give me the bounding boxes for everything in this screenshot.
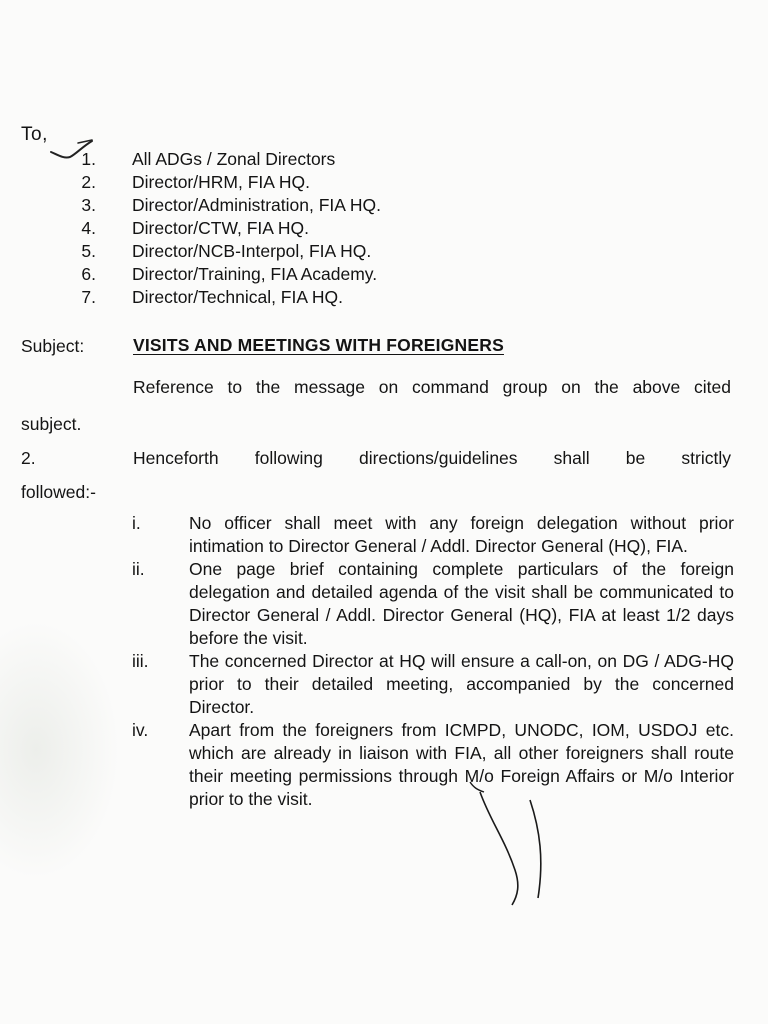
recipient-text: Director/Training, FIA Academy. bbox=[132, 264, 378, 284]
direction-item bbox=[128, 719, 734, 811]
recipient-number: 5. bbox=[81, 241, 96, 261]
recipient-text: Director/Administration, FIA HQ. bbox=[132, 195, 381, 215]
direction-text: One page brief containing complete particulars of the foreign delegation and detailed agenda of the visit shall be communicated to Director General / Addl. Director General (HQ), FIA at least 1/2 days before the visit. bbox=[189, 559, 734, 648]
subject-title: VISITS AND MEETINGS WITH FOREIGNERS bbox=[133, 335, 504, 355]
direction-number: i. bbox=[132, 513, 141, 533]
recipient-item bbox=[60, 194, 540, 217]
paragraph-1-line-2: subject. bbox=[21, 414, 82, 434]
handwritten-annotation-mark bbox=[460, 780, 570, 910]
paragraph-2-number: 2. bbox=[21, 448, 36, 468]
salutation: To, bbox=[21, 124, 48, 145]
direction-text: Apart from the foreigners from ICMPD, UNODC, IOM, USDOJ etc. which are already in liaison with FIA, all other foreigners shall route their meeting permissions through M/o Foreign Affairs or M/o Interior prior to the visit. bbox=[189, 720, 734, 809]
directions-list bbox=[128, 512, 734, 811]
paper-smudge bbox=[0, 620, 120, 880]
recipient-number: 7. bbox=[81, 287, 96, 307]
direction-item bbox=[128, 512, 734, 558]
direction-item bbox=[128, 558, 734, 650]
recipient-list bbox=[60, 148, 540, 309]
paragraph-2-line-2: followed:- bbox=[21, 482, 96, 502]
recipient-text: Director/HRM, FIA HQ. bbox=[132, 172, 310, 192]
direction-text: No officer shall meet with any foreign delegation without prior intimation to Director General / Addl. Director General (HQ), FIA. bbox=[189, 513, 734, 556]
direction-number: iv. bbox=[132, 720, 149, 740]
paragraph-1-line-1: Reference to the message on command group on the above cited bbox=[133, 377, 731, 397]
recipient-text: All ADGs / Zonal Directors bbox=[132, 149, 336, 169]
recipient-number: 4. bbox=[81, 218, 96, 238]
recipient-text: Director/Technical, FIA HQ. bbox=[132, 287, 344, 307]
recipient-text: Director/NCB-Interpol, FIA HQ. bbox=[132, 241, 372, 261]
recipient-item bbox=[60, 217, 540, 240]
direction-text: The concerned Director at HQ will ensure a call-on, on DG / ADG-HQ prior to their detailed meeting, accompanied by the concerned Director. bbox=[189, 651, 734, 717]
recipient-item bbox=[60, 240, 540, 263]
recipient-text: Director/CTW, FIA HQ. bbox=[132, 218, 309, 238]
recipient-number: 3. bbox=[81, 195, 96, 215]
direction-item bbox=[128, 650, 734, 719]
subject-label: Subject: bbox=[21, 336, 85, 356]
direction-number: iii. bbox=[132, 651, 149, 671]
recipient-item bbox=[60, 263, 540, 286]
direction-number: ii. bbox=[132, 559, 145, 579]
recipient-number: 6. bbox=[81, 264, 96, 284]
paragraph-2-line-1: Henceforth following directions/guidelines shall be strictly bbox=[133, 448, 731, 468]
recipient-number: 2. bbox=[81, 172, 96, 192]
recipient-item bbox=[60, 148, 540, 171]
recipient-number: 1. bbox=[81, 149, 96, 169]
recipient-item bbox=[60, 286, 540, 309]
recipient-item bbox=[60, 171, 540, 194]
